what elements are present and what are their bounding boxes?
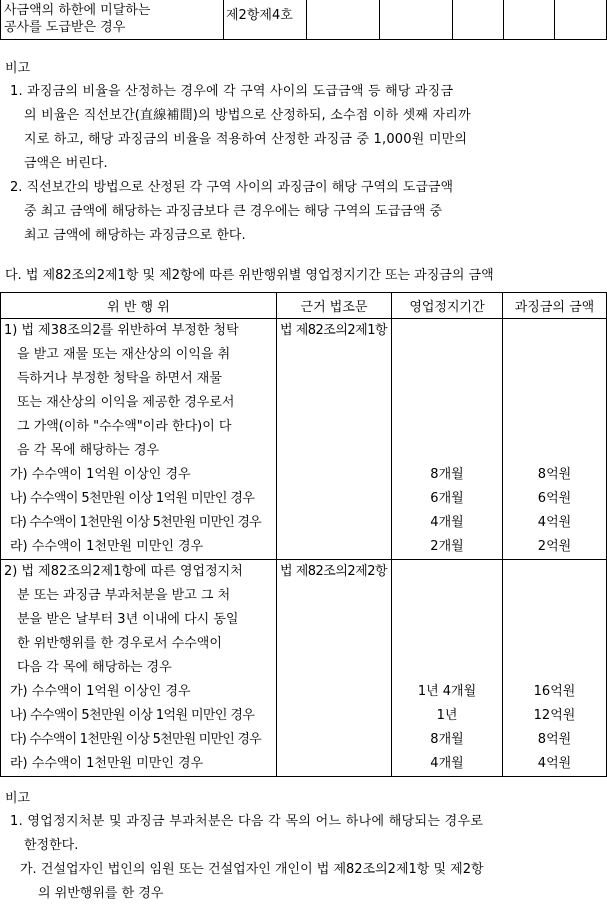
- group2-intro-line4: 한 위반행위를 한 경우로서 수수액이: [17, 636, 222, 651]
- group2-row3-fine: 8억원: [537, 732, 572, 747]
- group1-intro-line5: 그 가액(이하 "수수액"이라 한다)이 다: [17, 419, 232, 434]
- group1-row1-fine: 8억원: [537, 467, 572, 482]
- group2-basis: 법 제82조의2제2항: [280, 564, 388, 579]
- group1-intro-line3: 득하거나 부정한 청탁을 하면서 재물: [17, 371, 222, 386]
- header-basis: 근거 법조문: [300, 300, 368, 315]
- group2-row1-label: 가) 수수액이 1억원 이상인 경우: [10, 684, 191, 699]
- group2-row1-fine: 16억원: [533, 684, 576, 699]
- top-table-fragment: [0, 0, 607, 40]
- remark1-item1-line3: 지로 하고, 해당 과징금의 비율을 적용하여 산정한 과징금 중 1,000원 미만의: [24, 132, 468, 147]
- header-violation: 위 반 행 위: [107, 300, 170, 315]
- group2-intro-line5: 다음 각 목에 해당하는 경우: [17, 660, 172, 675]
- group2-row2-label: 나) 수수액이 5천만원 이상 1억원 미만인 경우: [10, 708, 255, 723]
- header-fine: 과징금의 금액: [514, 300, 595, 315]
- group2-intro-line3: 분을 받은 날부터 3년 이내에 다시 동일: [17, 612, 239, 627]
- remark1-item1-line4: 금액은 버린다.: [24, 156, 108, 171]
- group2-row4-period: 4개월: [430, 756, 464, 771]
- group1-intro-line2: 을 받고 재물 또는 재산상의 이익을 취: [17, 347, 231, 362]
- top-row-text-1: 사금액의 하한에 미달하는: [4, 3, 151, 18]
- remark2-block: [10, 810, 605, 906]
- group2-row2-fine: 12억원: [533, 708, 576, 723]
- group1-row3-period: 4개월: [430, 515, 464, 530]
- group2-intro-line1: 2) 법 제82조의2제1항에 따른 영업정지처: [4, 564, 243, 579]
- remark2-item-ga-line1: 가. 건설업자인 법인의 임원 또는 건설업자인 개인이 법 제82조의2제1항 및 제2항: [20, 862, 484, 877]
- remark2-item1-line1: 1. 영업정지처분 및 과징금 부과처분은 다음 각 목의 어느 하나에 해당되는 경우로: [10, 814, 484, 829]
- group1-row1-label: 가) 수수액이 1억원 이상인 경우: [10, 467, 191, 482]
- group2-violation-cell: [1, 560, 277, 777]
- group1-period-cell: [392, 319, 503, 560]
- group2-row2-period: 1년: [436, 708, 458, 723]
- group2-row4-fine: 4억원: [537, 756, 572, 771]
- group1-row4-period: 2개월: [430, 539, 464, 554]
- group1-row3-fine: 4억원: [537, 515, 572, 530]
- group1-basis: 법 제82조의2제1항: [280, 323, 388, 338]
- group2-row3-period: 8개월: [430, 732, 464, 747]
- remark2-item1-line2: 한정한다.: [24, 838, 79, 853]
- violation-table: [0, 292, 607, 777]
- remark1-block: [10, 80, 605, 248]
- remark1-item2-line3: 최고 금액에 해당하는 과징금으로 한다.: [24, 228, 246, 243]
- group1-row2-label: 나) 수수액이 5천만원 이상 1억원 미만인 경우: [10, 491, 255, 506]
- remark1-item1-line2: 의 비율은 직선보간(直線補間)의 방법으로 산정하되, 소수점 이하 셋째 자리까: [24, 108, 471, 123]
- group1-intro-line4: 또는 재산상의 이익을 제공한 경우로서: [17, 395, 235, 410]
- group2-row1-period: 1년 4개월: [417, 684, 477, 699]
- group2-row4-label: 라) 수수액이 1천만원 미만인 경우: [10, 756, 204, 771]
- group1-row4-fine: 2억원: [537, 539, 572, 554]
- top-row-text-2: 공사를 도급받은 경우: [4, 20, 126, 35]
- group2-fine-cell: [503, 560, 607, 777]
- group1-intro-line6: 음 각 목에 해당하는 경우: [17, 443, 160, 458]
- remark1-heading: 비고: [5, 61, 31, 76]
- group1-row2-period: 6개월: [430, 491, 464, 506]
- group1-fine-cell: [503, 319, 607, 560]
- top-row-basis: 제2항제4호: [226, 8, 293, 23]
- remark2-heading: 비고: [5, 791, 31, 806]
- group1-row3-label: 다) 수수액이 1천만원 이상 5천만원 미만인 경우: [10, 515, 261, 530]
- remark1-item1-line1: 1. 과징금의 비율을 산정하는 경우에 각 구역 사이의 도급금액 등 해당 과징금: [10, 84, 454, 99]
- group2-row3-label: 다) 수수액이 1천만원 이상 5천만원 미만인 경우: [10, 732, 261, 747]
- group1-intro-line1: 1) 법 제38조의2를 위반하여 부정한 청탁: [4, 323, 239, 338]
- group2-intro-line2: 분 또는 과징금 부과처분을 받고 그 처: [17, 588, 231, 603]
- group1-row2-fine: 6억원: [537, 491, 572, 506]
- section-title: 다. 법 제82조의2제1항 및 제2항에 따른 위반행위별 영업정지기간 또는 과징금의 금액: [5, 268, 494, 283]
- group1-row4-label: 라) 수수액이 1천만원 미만인 경우: [10, 539, 204, 554]
- header-period: 영업정지기간: [409, 300, 485, 315]
- group1-violation-cell: [1, 319, 277, 560]
- remark1-item2-line2: 중 최고 금액에 해당하는 과징금보다 큰 경우에는 해당 구역의 도급금액 중: [24, 204, 443, 219]
- remark2-item-ga-line2: 의 위반행위를 한 경우: [38, 886, 164, 901]
- remark1-item2-line1: 2. 직선보간의 방법으로 산정된 각 구역 사이의 과징금이 해당 구역의 도급금액: [10, 180, 454, 195]
- group2-period-cell: [392, 560, 503, 777]
- group1-row1-period: 8개월: [430, 467, 464, 482]
